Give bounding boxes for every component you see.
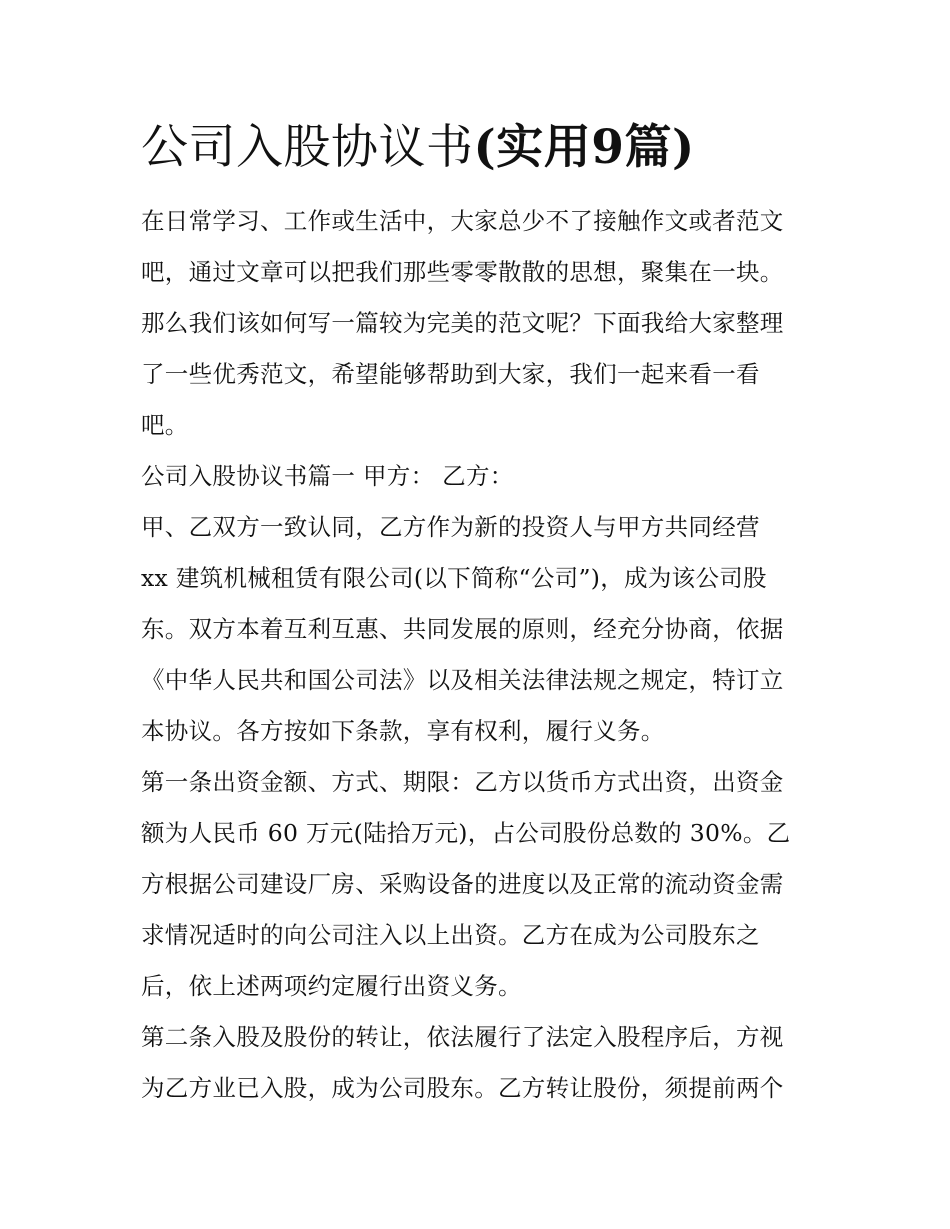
- text-line: 吧，通过文章可以把我们那些零零散散的思想，聚集在一块。: [141, 258, 784, 286]
- text-line: 第一条出资金额、方式、期限：乙方以货币方式出资，出资金: [141, 768, 784, 796]
- text-line: 方根据公司建设厂房、采购设备的进度以及正常的流动资金需: [141, 870, 784, 898]
- text-line: 后，依上述两项约定履行出资义务。: [141, 972, 522, 1000]
- text-line: 求情况适时的向公司注入以上出资。乙方在成为公司股东之: [141, 921, 760, 949]
- text-line: 甲、乙双方一致认同，乙方作为新的投资人与甲方共同经营: [141, 513, 760, 541]
- text-line: 吧。: [141, 411, 189, 439]
- paragraph-article-2: [141, 1012, 813, 1114]
- title-main: 公司入股协议书: [141, 120, 474, 175]
- text-line: 第二条入股及股份的转让，依法履行了法定入股程序后，方视: [141, 1023, 784, 1051]
- document-title: [141, 112, 813, 186]
- text-line: 那么我们该如何写一篇较为完美的范文呢？下面我给大家整理: [141, 309, 784, 337]
- title-end: 篇): [624, 120, 695, 175]
- text-line: 为乙方业已入股，成为公司股东。乙方转让股份，须提前两个: [141, 1074, 784, 1102]
- text-line: 《中华人民共和国公司法》以及相关法律法规之规定，特订立: [141, 666, 784, 694]
- paragraph-preamble: [141, 502, 813, 757]
- document-body: [141, 112, 813, 1114]
- text-line: 东。双方本着互利互惠、共同发展的原则，经充分协商，依据: [141, 615, 784, 643]
- title-paren: (实用: [473, 120, 592, 175]
- paragraph-intro: [141, 196, 813, 451]
- text-line: 公司入股协议书篇一 甲方： 乙方：: [141, 462, 514, 490]
- text-line: 了一些优秀范文，希望能够帮助到大家，我们一起来看一看: [141, 360, 760, 388]
- text-line: xx 建筑机械租赁有限公司(以下简称“公司”)，成为该公司股: [141, 564, 767, 592]
- paragraph-article-1: [141, 757, 813, 1012]
- title-number: 9: [591, 120, 625, 175]
- paragraph-section-heading: [141, 451, 813, 502]
- text-line: 额为人民币 60 万元(陆拾万元)，占公司股份总数的 30%。乙: [141, 819, 791, 847]
- text-line: 本协议。各方按如下条款，享有权利，履行义务。: [141, 717, 665, 745]
- text-line: 在日常学习、工作或生活中，大家总少不了接触作文或者范文: [141, 207, 784, 235]
